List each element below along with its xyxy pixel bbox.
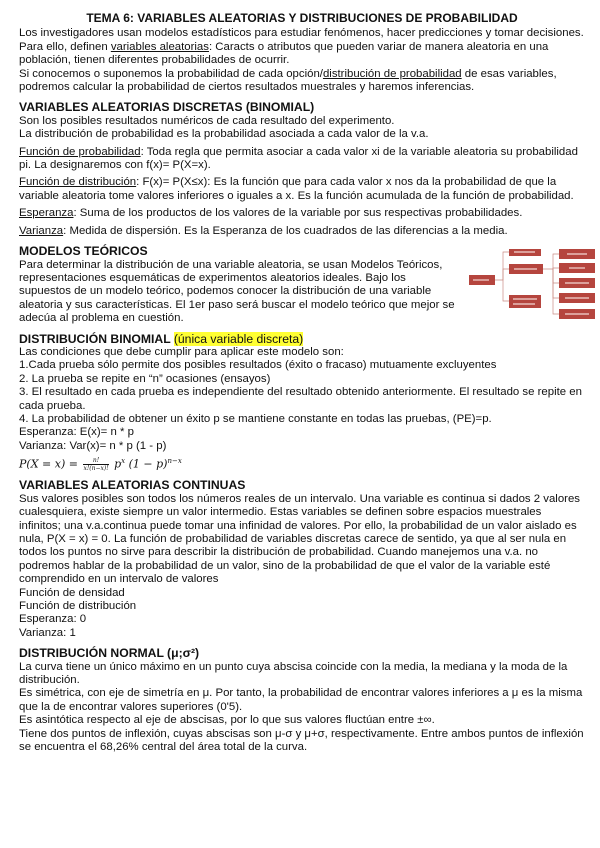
modelos-diagram (469, 249, 597, 331)
term-distribucion: distribución de probabilidad (322, 67, 462, 80)
formula-numerator: n! (83, 457, 108, 465)
formula-p: p (114, 457, 122, 471)
binomial-condition-2: 2. La prueba se repite en “n” ocasiones (ensayos) (19, 372, 271, 385)
formula-left: P(X = x) = (19, 457, 78, 471)
normal-paragraph-1: La curva tiene un único máximo en un punto cuya abscisa coincide con la media, la mediana y la moda de la distribución. (19, 660, 568, 687)
continuas-item: Esperanza: 0 (19, 613, 87, 626)
term-esperanza: Esperanza (19, 207, 74, 220)
binomial-condition-3: 3. El resultado en cada prueba es independiente del resultado obtenido anteriormente. El resultado se repite en cada prueba. (19, 386, 582, 412)
text-span: : F(x)= P(X≤x): Es la función que para cada valor x nos da la probabilidad de que la variable aleatoria tome valores inferiores o iguales a x. Es la función acumulada de la función de probabilidad. (19, 176, 574, 202)
funcion-distribucion (19, 176, 585, 203)
diagram-branch-box (509, 295, 541, 308)
formula-q: (1 − p) (128, 457, 168, 471)
normal-paragraph-3: Es asintótica respecto al eje de abscisas, por lo que sus valores fluctúan entre ±∞. (19, 714, 435, 727)
heading-continuas: VARIABLES ALEATORIAS CONTINUAS (19, 478, 246, 493)
binomial-esperanza: Esperanza: E(x)= n * p (19, 426, 134, 439)
esperanza-def (19, 207, 585, 220)
page-title: TEMA 6: VARIABLES ALEATORIAS Y DISTRIBUCIONES DE PROBABILIDAD (86, 11, 518, 25)
text-span: de esas variables, podremos calcular la probabilidad de ciertos resultados muestrales y haremos inferencias. (19, 67, 557, 94)
funcion-probabilidad (19, 146, 585, 173)
formula-exponent-1: x (121, 457, 126, 466)
diagram-boxes (469, 249, 595, 319)
text-span: Los investigadores usan modelos estadísticos para estudiar fenómenos, hacer predicciones y tomar decisiones. Para ello, definen (19, 27, 584, 53)
modelos-section (19, 245, 585, 325)
text-span: : Medida de dispersión. Es la Esperanza de los cuadrados de las diferencias a la media. (63, 224, 508, 237)
intro-paragraph-1 (19, 27, 585, 67)
continuas-text: Sus valores posibles son todos los números reales de un intervalo. Una variable es continua si dados 2 valores cualesquiera, existe siempre un valor intermedio. Estas variables se definen sobre espacios muestrales infinitos; una v.a.continua puede tomar una infinidad de valores. Por ello, la probabilidad de un valor aislado es nula, P(X = x) = 0. La función de probabilidad de variables discretas carece de sentido, ya que al ser nula en todos los puntos no sirve para describir la distribución de probabilidad. Cuando manejemos una v.a. no podremos hablar de la probabilidad de un valor, sino de la probabilidad de que el valor de la variable esté comprendido en un intervalo de valores (19, 492, 580, 586)
term-variables-aleatorias: variables aleatorias (110, 40, 209, 53)
discretas-line-2: La distribución de probabilidad es la probabilidad asociada a cada valor de la v.a. (19, 128, 429, 141)
formula-fraction (83, 457, 108, 472)
varianza-def (19, 225, 585, 238)
heading-binomial (19, 333, 585, 346)
heading-modelos: MODELOS TEÓRICOS (19, 244, 148, 259)
heading-discretas: VARIABLES ALEATORIAS DISCRETAS (BINOMIAL) (19, 100, 315, 115)
text-span: Si conocemos o suponemos la probabilidad de cada opción/ (19, 67, 323, 80)
continuas-item: Función de distribución (19, 600, 137, 612)
term-funcion-probabilidad: Función de probabilidad (19, 145, 141, 158)
discretas-line-1: Son los posibles resultados numéricos de cada resultado del experimento. (19, 114, 395, 127)
text-span: : Toda regla que permita asociar a cada valor xi de la variable aleatoria su probabilidad pi. La designaremos con f(x)= P(X=x). (19, 145, 578, 172)
intro-paragraph-2 (19, 68, 585, 95)
normal-paragraph-4: Tiene dos puntos de inflexión, cuyas abscisas son μ-σ y μ+σ, respectivamente. Entre ambos puntos de inflexión se encuentra el 68,26% central del área total de la curva. (19, 727, 584, 754)
binomial-varianza: Varianza: Var(x)= n * p (1 - p) (19, 439, 167, 452)
binomial-highlight: (única variable discreta) (173, 331, 304, 346)
formula-denominator: x!(n−x)! (83, 465, 109, 473)
term-funcion-distribucion: Función de distribución (19, 176, 137, 189)
continuas-item: Varianza: 1 (19, 626, 76, 639)
binomial-title: DISTRIBUCIÓN BINOMIAL (19, 331, 171, 346)
binomial-intro: Las condiciones que debe cumplir para aplicar este modelo son: (19, 345, 344, 358)
binomial-condition-1: 1.Cada prueba sólo permite dos posibles resultados (éxito o fracaso) mutuamente excluyentes (19, 359, 497, 372)
modelos-text: Para determinar la distribución de una variable aleatoria, se usan Modelos Teóricos, representaciones esquemáticas de experimentos aleatorios ideales. Bajo los supuestos de un modelo teórico, podemos conocer la distribución de una variable aleatoria y sus características. El 1er paso será buscar el modelo teórico que mejor se adecúa al problema en cuestión. (19, 258, 455, 325)
formula-exponent-2: n−x (167, 457, 182, 466)
term-varianza: Varianza (19, 224, 64, 237)
normal-paragraph-2: Es simétrica, con eje de simetría en μ. Por tanto, la probabilidad de encontrar valores inferiores a μ es la misma que la de encontrar valores superiores (0'5). (19, 687, 583, 713)
continuas-item: Función de densidad (19, 586, 125, 599)
text-span: : Suma de los productos de los valores de la variable por sus respectivas probabilidades. (73, 207, 523, 220)
text-span: : Caracts o atributos que pueden variar de manera aleatoria en una población, tienen diferentes probabilidades de ocurrir. (19, 40, 549, 67)
document-page (19, 12, 585, 754)
binomial-formula (19, 455, 585, 472)
binomial-condition-4: 4. La probabilidad de obtener un éxito p se mantiene constante en todas las pruebas, (PE)=p. (19, 412, 492, 425)
heading-normal: DISTRIBUCIÓN NORMAL (μ;σ²) (19, 646, 200, 661)
